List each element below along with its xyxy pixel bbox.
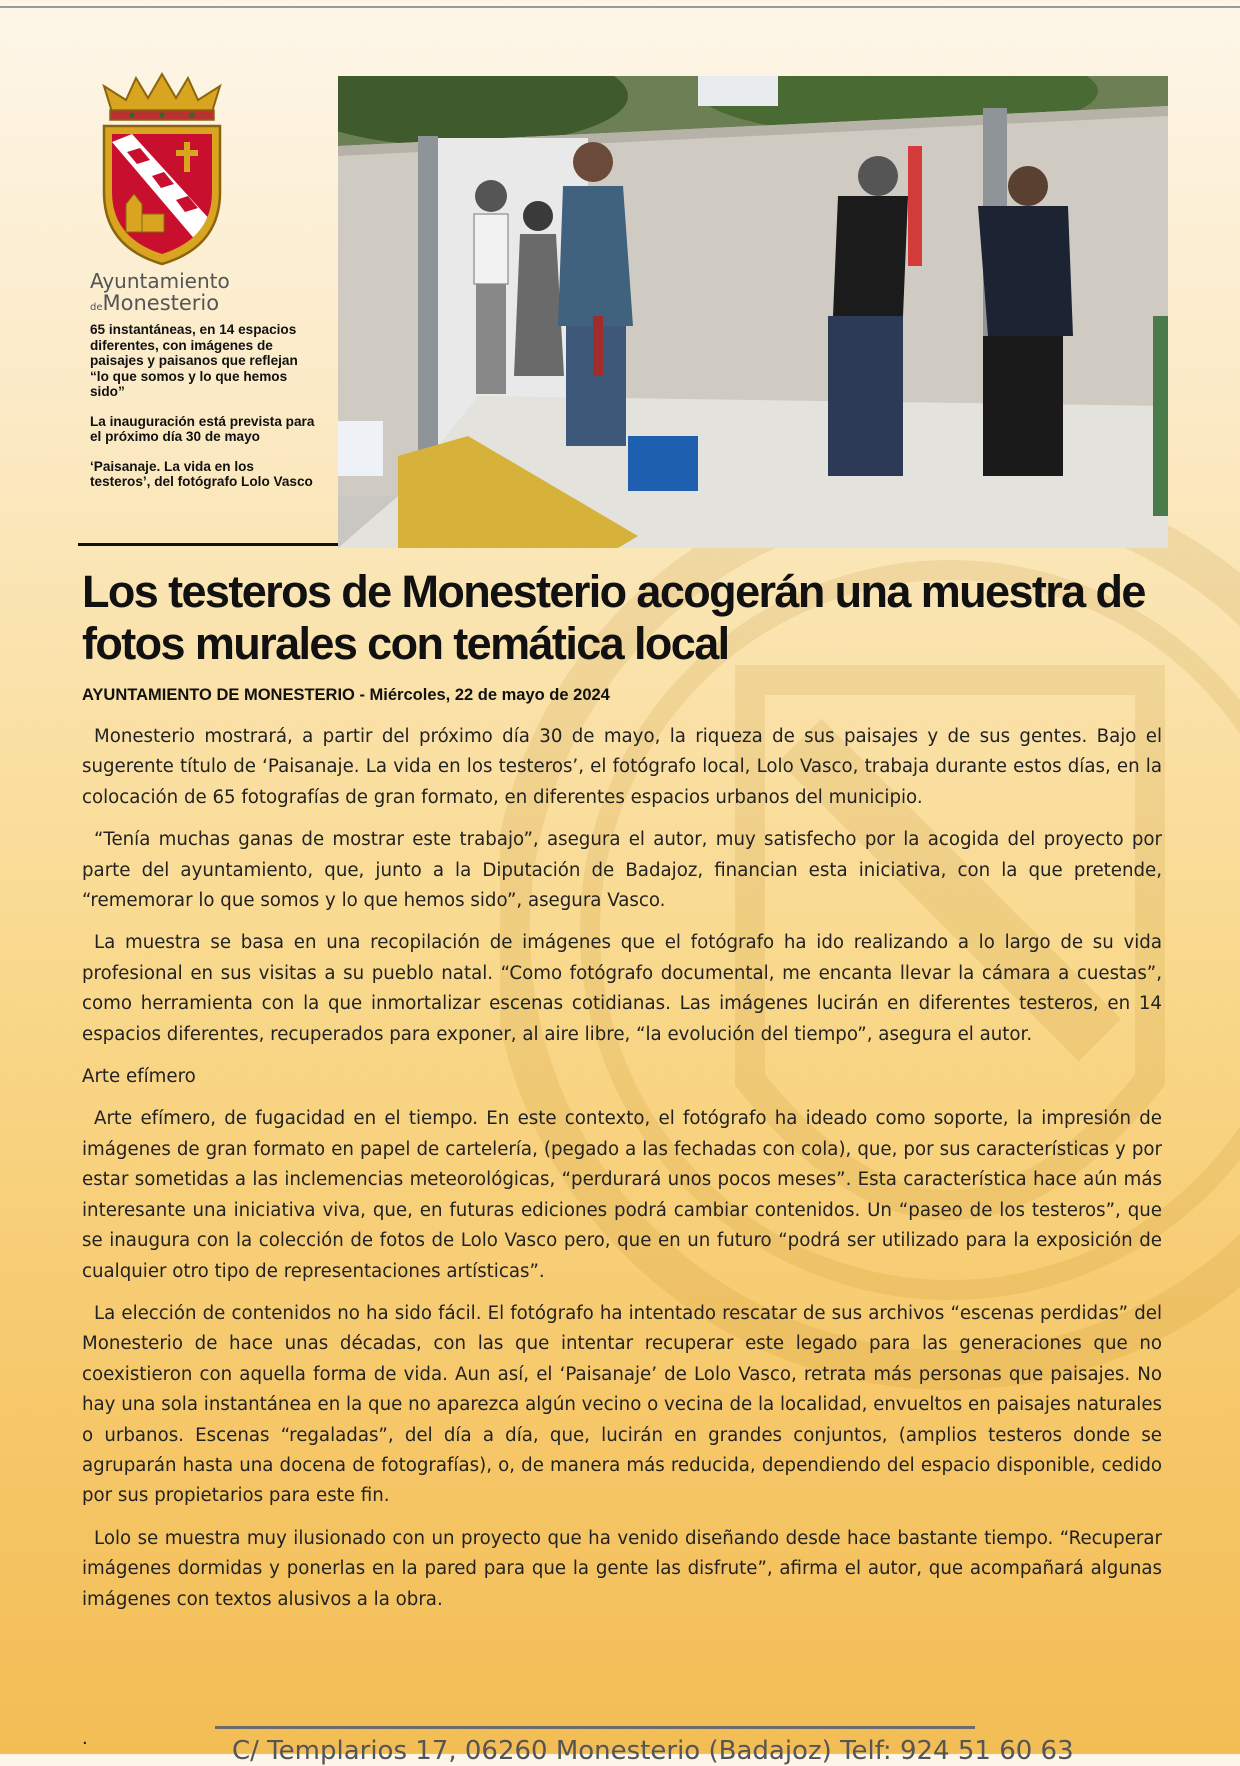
sidebar-rule (78, 543, 340, 546)
article-photo (338, 76, 1168, 548)
article-paragraph: “Tenía muchas ganas de mostrar este trabajo”, asegura el autor, muy satisfecho por la acogida del proyecto por parte del ayuntamiento, que, junto a la Diputación de Badajoz, financian esta iniciativa, con la que pretende, “rememorar lo que somos y lo que hemos sido”, asegura Vasco. (82, 829, 1162, 912)
footer-rule (215, 1726, 975, 1729)
sidebar-item: 65 instantáneas, en 14 espacios diferentes, con imágenes de paisajes y paisanos que reflejan “lo que somos y lo que hemos sido” (90, 322, 298, 399)
article-paragraph: Lolo se muestra muy ilusionado con un proyecto que ha venido diseñando desde hace bastante tiempo. “Recuperar imágenes dormidas y ponerlas en la pared para que la gente las disfrute”, afirma el autor, que acompañará algunas imágenes con textos alusivos a la obra. (82, 1527, 1162, 1610)
organization-line2: Monesterio (102, 291, 220, 315)
article-paragraph: La elección de contenidos no ha sido fácil. El fotógrafo ha intentado rescatar de sus archivos “escenas perdidas” del Monesterio de hace unas décadas, con las que intentar recuperar este legado para las generaciones que no coexistieron con aquella forma de vida. Aun así, el ‘Paisanaje’ de Lolo Vasco, retrata más personas que paisajes. No hay una sola instantánea en la que no aparezca algún vecino o vecina de la localidad, envueltos en paisajes naturales o urbanos. Escenas “regaladas”, del día a día, que, lucirán en grandes conjuntos, (amplios testeros donde se agruparán hasta una docena de fotografías), o, de manera más reducida, dependiendo del espacio disponible, cedido por sus propietarios para este fin. (82, 1302, 1162, 1507)
article-paragraph: La muestra se basa en una recopilación de imágenes que el fotógrafo ha ido realizando a lo largo de su vida profesional en sus visitas a su pueblo natal. “Como fotógrafo documental, me encanta llevar la cámara a cuestas”, como herramienta con la que inmortalizar escenas cotidianas. Las imágenes lucirán en diferentes testeros, en 14 espacios diferentes, recuperados para exponer, al aire libre, “la evolución del tiempo”, asegura el autor. (82, 932, 1162, 1045)
sidebar-highlights (90, 322, 316, 504)
footer-bullet: . (82, 1728, 88, 1749)
coat-of-arms-icon (92, 72, 232, 272)
article-paragraph: Monesterio mostrará, a partir del próximo día 30 de mayo, la riqueza de sus paisajes y de sus gentes. Bajo el sugerente título de ‘Paisanaje. La vida en los testeros’, el fotógrafo local, Lolo Vasco, trabaja durante estos días, en la colocación de 65 fotografías de gran formato, en diferentes espacios urbanos del municipio. (82, 726, 1162, 808)
article-paragraph: Arte efímero, de fugacidad en el tiempo. En este contexto, el fotógrafo ha ideado como soporte, la impresión de imágenes de gran formato en papel de cartelería, (pegado a las fechadas con cola), que, por sus características y por estar sometidas a las inclemencias meteorológicas, “perdurará unos pocos meses”. Esta característica hace aún más interesante una iniciativa viva, que, en futuras ediciones podrá cambiar contenidos. Un “paseo de los testeros”, que se inaugura con la colección de fotos de Lolo Vasco pero, que en un futuro “podrá ser utilizado para la exposición de cualquier otro tipo de representaciones artísticas”. (82, 1108, 1162, 1282)
article-headline: Los testeros de Monesterio acogerán una muestra de fotos murales con temática local (82, 566, 1145, 669)
organization-line1: Ayuntamiento (90, 269, 230, 293)
article-body (82, 722, 1162, 1627)
organization-prefix: de (90, 302, 103, 313)
article-subheading: Arte efímero (82, 1066, 196, 1088)
sidebar-item: ‘Paisanaje. La vida en los testeros’, del fotógrafo Lolo Vasco (90, 458, 313, 489)
photo-mural-installation (338, 76, 1168, 548)
top-border (0, 6, 1240, 8)
organization-name (90, 270, 250, 319)
sidebar-item: La inauguración está prevista para el próximo día 30 de mayo (90, 413, 315, 444)
footer-address: C/ Templarios 17, 06260 Monesterio (Badajoz) Telf: 924 51 60 63 (232, 1736, 1074, 1766)
article-byline: AYUNTAMIENTO DE MONESTERIO - Miércoles, 22 de mayo de 2024 (82, 686, 610, 704)
